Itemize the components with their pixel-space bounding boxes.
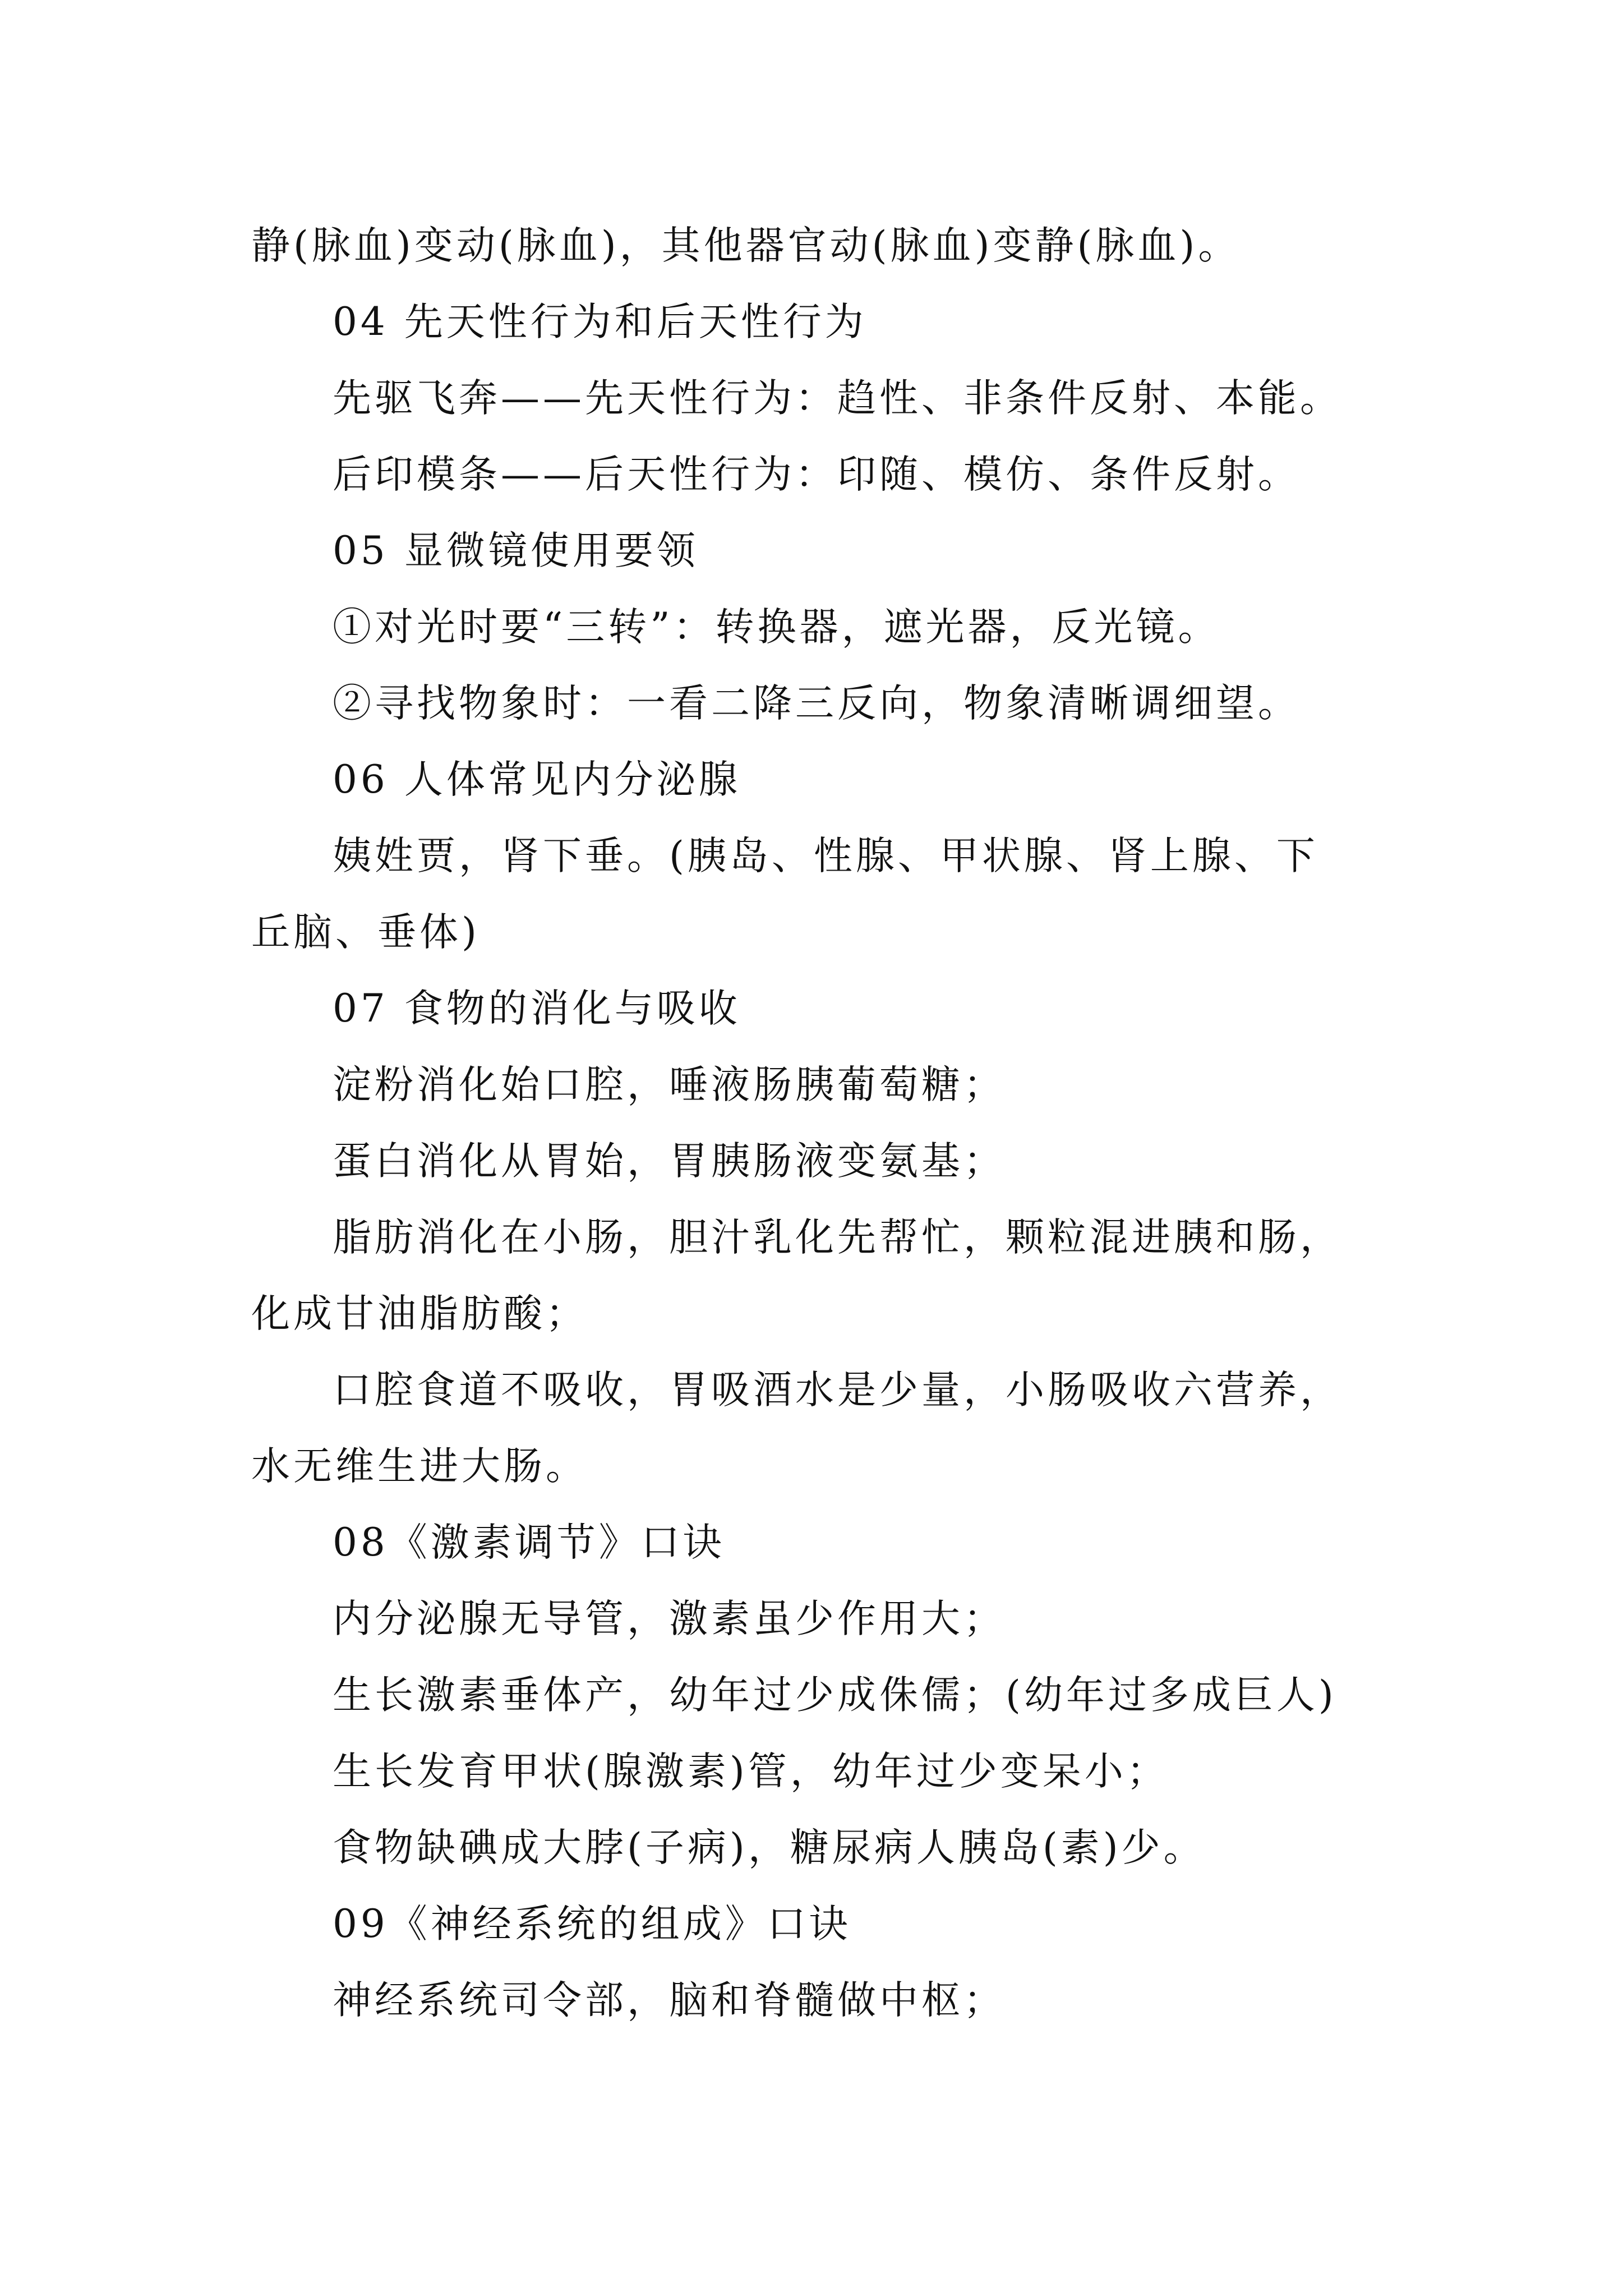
text-line-19: 内分泌腺无导管，激素虽少作用大；	[333, 1596, 1006, 1641]
text-line-17: 水无维生进大肠。	[251, 1444, 588, 1489]
text-line-16: 口腔食道不吸收，胃吸酒水是少量，小肠吸收六营养，	[333, 1368, 1342, 1412]
text-line-7: ②寻找物象时：一看二降三反向，物象清晰调细望。	[333, 681, 1300, 726]
text-line-4: 后印模条——后天性行为：印随、模仿、条件反射。	[333, 452, 1300, 497]
text-line-15: 化成甘油脂肪酸；	[251, 1291, 588, 1336]
document-body	[251, 208, 1401, 2039]
section-heading-06: 06 人体常见内分泌腺	[333, 757, 741, 802]
text-line-24: 神经系统司令部，脑和脊髓做中枢；	[333, 1978, 1006, 2023]
text-line-21: 生长发育甲状(腺激素)管，幼年过少变呆小；	[333, 1749, 1169, 1794]
section-heading-09: 09《神经系统的组成》口诀	[333, 1902, 851, 1947]
text-line-12: 淀粉消化始口腔，唾液肠胰葡萄糖；	[333, 1062, 1006, 1107]
text-line-10: 丘脑、垂体)	[251, 910, 480, 955]
section-heading-08: 08《激素调节》口诀	[333, 1520, 725, 1565]
text-line-20: 生长激素垂体产，幼年过少成侏儒；(幼年过多成巨人)	[333, 1673, 1337, 1718]
section-heading-07: 07 食物的消化与吸收	[333, 986, 741, 1031]
section-heading-04: 04 先天性行为和后天性行为	[333, 300, 867, 344]
text-line-22: 食物缺碘成大脖(子病)，糖尿病人胰岛(素)少。	[333, 1825, 1206, 1870]
section-heading-05: 05 显微镜使用要领	[333, 528, 699, 573]
text-line-6: ①对光时要“三转”：转换器，遮光器，反光镜。	[333, 605, 1220, 650]
text-line-3: 先驱飞奔——先天性行为：趋性、非条件反射、本能。	[333, 376, 1342, 421]
text-line-9: 姨姓贾，肾下垂。(胰岛、性腺、甲状腺、肾上腺、下	[333, 834, 1318, 878]
text-line-14: 脂肪消化在小肠，胆汁乳化先帮忙，颗粒混进胰和肠，	[333, 1215, 1342, 1260]
text-line-13: 蛋白消化从胃始，胃胰肠液变氨基；	[333, 1139, 1006, 1184]
text-line-1: 静(脉血)变动(脉血)，其他器官动(脉血)变静(脉血)。	[251, 223, 1241, 268]
